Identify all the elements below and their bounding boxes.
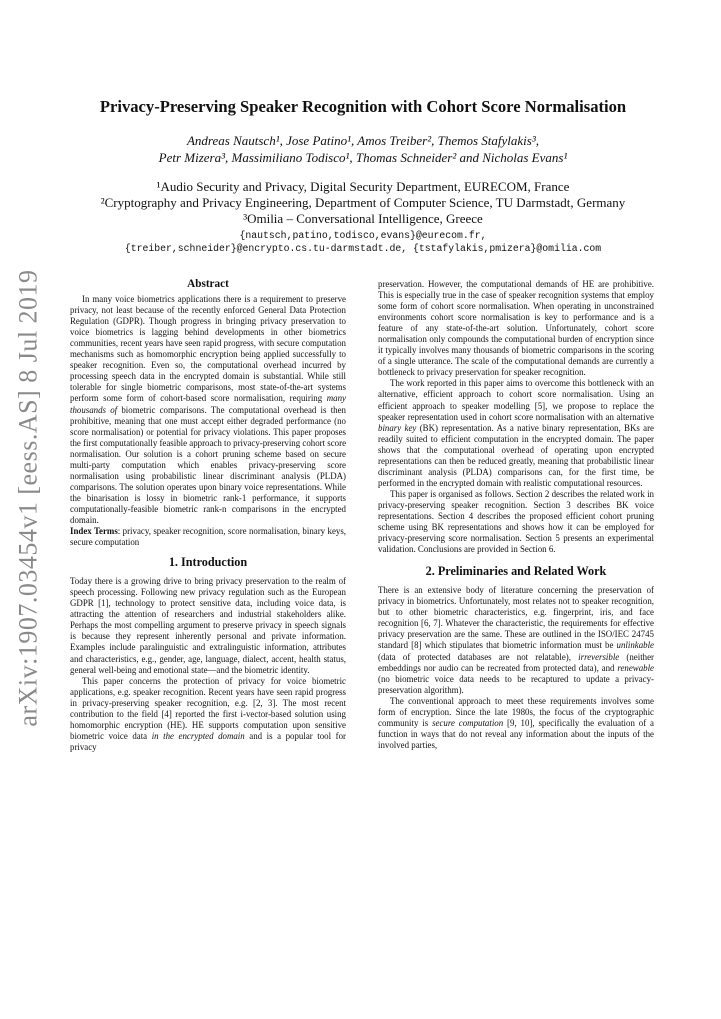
section2-heading: 2. Preliminaries and Related Work	[425, 564, 607, 579]
paper-title: Privacy-Preserving Speaker Recognition with Cohort Score Normalisation	[99, 97, 627, 116]
index-terms-label: Index Terms	[70, 526, 118, 537]
affiliation-3: ³Omilia – Conversational Intelligence, Greece	[243, 211, 483, 226]
introduction-heading: 1. Introduction	[168, 555, 248, 570]
email-line-1: {nautsch,patino,todisco,evans}@eurecom.fr,	[239, 230, 487, 241]
email-addresses	[60, 229, 666, 255]
section2-paragraph-1: There is an extensive body of literature concerning the preservation of privacy in biometrics. Unfortunately, most relates not to speaker recognition, but to other biometric characteristics, e.g. fingerprint, iris, and face recognition [6, 7]. Whatever the characteristic, the requirements for effective privacy preservation are the same. These are outlined in the ISO/IEC 24745 standard [8] which stipulates that biometric information must be unlinkable (data of protected databases are not relatable), irreversible (neither embeddings nor audio can be recreated from protected data), and renewable (no biometric voice data needs to be recaptured to update a privacy-preservation algorithm).	[378, 585, 654, 695]
author-line-1: Andreas Nautsch¹, Jose Patino¹, Amos Treiber², Themos Stafylakis³,	[186, 133, 539, 148]
arxiv-stamp: arXiv:1907.03454v1 [eess.AS] 8 Jul 2019	[14, 268, 44, 727]
left-column	[70, 279, 346, 753]
abstract-heading: Abstract	[187, 278, 229, 290]
right-column	[378, 279, 654, 751]
intro-paragraph-2: This paper concerns the protection of privacy for voice biometric applications, e.g. speaker recognition. Recent years have seen rapid progress in privacy-preserving speaker recognition, e.g. [2, 3]. The most recent contribution to the field [4] reported the first i-vector-based solution using homomorphic encryption (HE). HE supports computation upon sensitive biometric voice data in the encrypted domain and is a popular tool for privacy	[70, 675, 346, 752]
section2-paragraph-2: The conventional approach to meet these requirements involves some form of encryption. Since the late 1980s, the focus of the cryptographic community is secure computation [9, 10], specifically the evaluation of a function in ways that do not reveal any information about the inputs of the involved parties,	[378, 695, 654, 750]
email-line-2: {treiber,schneider}@encrypto.cs.tu-darmstadt.de, {tstafylakis,pmizera}@omilia.com	[124, 243, 602, 254]
author-line-2: Petr Mizera³, Massimiliano Todisco¹, Thomas Schneider² and Nicholas Evans¹	[158, 150, 568, 165]
affiliations	[60, 179, 666, 227]
affiliation-2: ²Cryptography and Privacy Engineering, Department of Computer Science, TU Darmstadt, Germany	[100, 195, 626, 210]
index-terms: Index Terms: privacy, speaker recognition, score normalisation, binary keys, secure computation	[70, 526, 346, 548]
abstract-paragraph: In many voice biometrics applications there is a requirement to preserve privacy, not least because of the recently enforced General Data Protection Regulation (GDPR). Though progress in bringing privacy preservation to voice biometrics is lagging behind developments in other biometrics communities, recent years have seen rapid progress, with secure computation mechanisms such as homomorphic encryption being applied successfully to speaker recognition. Even so, the computational overhead incurred by processing speech data in the encrypted domain is substantial. While still tolerable for single biometric comparisons, most state-of-the-art systems perform some form of cohort-based score normalisation, requiring many thousands of biometric comparisons. The computational overhead is then prohibitive, meaning that one must accept either degraded performance (no score normalisation) or potential for privacy violations. This paper proposes the first computationally feasible approach to privacy-preserving cohort score normalisation. Our solution is a cohort pruning scheme based on secure multi-party computation which enables privacy-preserving score normalisation using probabilistic linear discriminant analysis (PLDA) comparisons. The solution operates upon binary voice representations. While the binarisation is lossy in biometric rank-1 performance, it supports computationally-feasible biometric rank-n comparisons in the encrypted domain.	[70, 294, 347, 525]
intro-paragraph-1: Today there is a growing drive to bring privacy preservation to the realm of speech processing. Following new privacy regulation such as the European GDPR [1], technology to protect sensitive data, including voice data, is attracting the attention of researchers and industrial stakeholders alike. Perhaps the most compelling argument to preserve privacy in speech signals is because they represent inherently personal and private information. Examples include paralinguistic and extralinguistic information, attributes and characteristics, e.g., gender, age, language, dialect, accent, health status, general well-being and emotional state—and the biometric identity.	[70, 576, 346, 675]
intro-paragraph-4: The work reported in this paper aims to overcome this bottleneck with an alternative, efficient approach to cohort score normalisation. Using an efficient approach to speaker modelling [5], we propose to replace the speaker representation used in cohort score normalisation with an alternative binary key (BK) representation. As a native binary representation, BKs are readily suited to efficient computation in the encrypted domain. The paper shows that the computational overhead of operating upon encrypted representations can then be reduced greatly, meaning that probabilistic linear discriminant analysis (PLDA) comparisons can, for the first time, be performed in the encrypted domain with realistic computational resources.	[378, 378, 654, 488]
intro-paragraph-5: This paper is organised as follows. Section 2 describes the related work in privacy-preserving speaker recognition. Section 3 describes BK voice representations. Section 4 describes the proposed efficient cohort pruning scheme using BK representations and shows how it can be employed for privacy-preserving score normalisation. Section 5 presents an experimental validation. Conclusions are provided in Section 6.	[378, 488, 654, 555]
intro-paragraph-3: preservation. However, the computational demands of HE are prohibitive. This is especially true in the case of speaker recognition systems that employ some form of cohort score normalisation. When operating in unconstrained environments cohort score normalisation is key to performance and is a feature of any state-of-the-art solution. Unfortunately, cohort score normalisation only compounds the computational burden of encryption since it typically involves many thousands of biometric comparisons in the scoring of a single utterance. The scale of the computational demands are currently a bottleneck to privacy preservation for speaker recognition.	[378, 279, 654, 378]
author-list	[68, 132, 658, 166]
affiliation-1: ¹Audio Security and Privacy, Digital Security Department, EURECOM, France	[156, 179, 570, 194]
